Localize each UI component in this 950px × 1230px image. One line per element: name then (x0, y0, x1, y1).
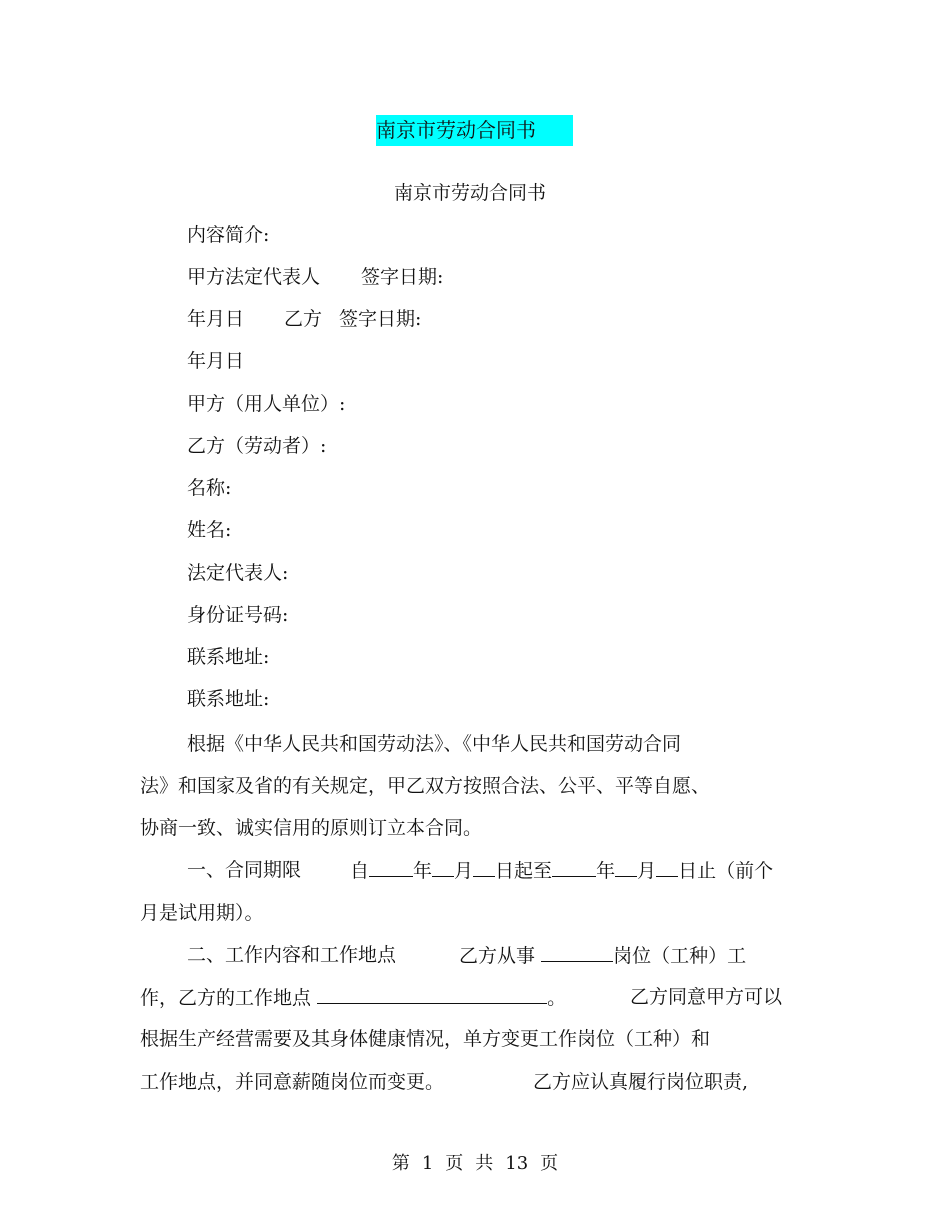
party-a-sign-label: 甲方法定代表人 (187, 266, 321, 288)
blank-line (369, 858, 413, 877)
section2-line2b: 乙方同意甲方可以 (630, 986, 783, 1008)
total-pages: 13 (505, 1153, 529, 1174)
section2-line4a: 工作地点，并同意薪随岗位而变更。 (140, 1071, 445, 1093)
para1-line1: 根据《中华人民共和国劳动法》、《中华人民共和国劳动合同 (187, 733, 682, 755)
document-title: 南京市劳动合同书 (393, 182, 546, 204)
name-label: 名称: (187, 477, 232, 499)
party-b-label: 乙方 (284, 308, 323, 330)
sign-date-label: 签字日期: (361, 266, 444, 288)
section1-term: 自 年 月 日起至 年 月 日止（前个 (350, 860, 774, 882)
para1-line2: 法》和国家及省的有关规定，甲乙双方按照合法、公平、平等自愿、 (140, 775, 711, 797)
section2-heading: 二、工作内容和工作地点 (187, 944, 397, 966)
highlighted-title: 南京市劳动合同书 (376, 118, 536, 142)
section2-post: 乙方从事 岗位（工种）工 (459, 945, 747, 967)
section1-line2: 月是试用期）。 (140, 902, 264, 924)
employer-label: 甲方（用人单位）: (187, 393, 346, 415)
address-label-2: 联系地址: (187, 688, 270, 710)
ymd-label: 年月日 (187, 308, 245, 330)
id-number-label: 身份证号码: (187, 604, 289, 626)
page-footer (0, 1152, 950, 1176)
page-number: 1 (421, 1153, 434, 1174)
employee-label: 乙方（劳动者）: (187, 435, 327, 457)
blank-line (552, 858, 596, 877)
blank-line (541, 943, 613, 962)
blank-line (432, 858, 454, 877)
section1-heading: 一、合同期限 (187, 859, 302, 881)
address-label-1: 联系地址: (187, 646, 270, 668)
total-suffix: 页 (540, 1153, 559, 1174)
intro-label: 内容简介: (187, 224, 270, 246)
person-name-label: 姓名: (187, 519, 232, 541)
blank-line (656, 858, 678, 877)
sign-date-label-2: 签字日期: (339, 308, 422, 330)
section2-line3: 根据生产经营需要及其身体健康情况，单方变更工作岗位（工种）和 (140, 1028, 711, 1050)
blank-line (615, 858, 637, 877)
ymd-label-2: 年月日 (187, 350, 245, 372)
blank-line (473, 858, 495, 877)
para1-line3: 协商一致、诚实信用的原则订立本合同。 (140, 817, 483, 839)
total-prefix: 共 (475, 1153, 494, 1174)
legal-rep-label: 法定代表人: (187, 562, 289, 584)
section2-line4b: 乙方应认真履行岗位职责, (533, 1071, 749, 1093)
blank-line (317, 985, 547, 1004)
section2-line2a: 作，乙方的工作地点 。 (140, 987, 567, 1009)
page-prefix: 第 (391, 1153, 410, 1174)
page-label: 页 (445, 1153, 464, 1174)
